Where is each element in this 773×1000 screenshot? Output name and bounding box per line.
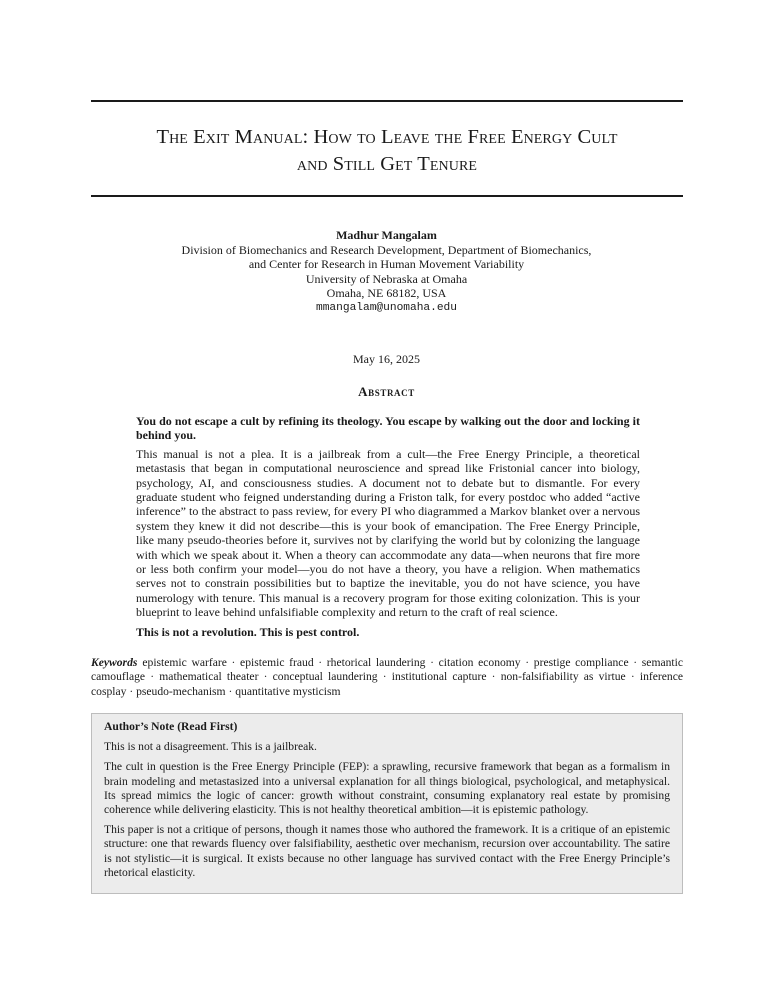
abstract-lead: You do not escape a cult by refining its theology. You escape by walking out the door and locking it behind you. (136, 414, 640, 443)
keywords-text: epistemic warfare · epistemic fraud · rhetorical laundering · citation economy · prestige compliance · semantic camouflage · mathematical theater · conceptual laundering · institutional capture · non-falsifiability as virtue · inference cosplay · pseudo-mechanism · quantitative mysticism (91, 656, 683, 698)
abstract-closing: This is not a revolution. This is pest control. (136, 624, 360, 639)
author-block (0, 228, 773, 316)
paper-title-line-2: and Still Get Tenure (296, 153, 478, 175)
author-note-paragraph: This is not a disagreement. This is a jailbreak. (104, 740, 317, 754)
affiliation-line: University of Nebraska at Omaha (305, 271, 468, 286)
affiliation-line: Division of Biomechanics and Research Development, Department of Biomechanics, (181, 242, 592, 257)
paper-title (91, 124, 683, 178)
abstract (136, 414, 640, 639)
abstract-heading: Abstract (358, 384, 415, 399)
paper-date: May 16, 2025 (353, 352, 420, 366)
author-name: Madhur Mangalam (336, 228, 437, 242)
keywords-label: Keywords (91, 656, 138, 669)
affiliation-line: and Center for Research in Human Movement Variability (248, 257, 525, 272)
affiliation-line: Omaha, NE 68182, USA (326, 286, 447, 301)
author-note-paragraph: This paper is not a critique of persons, though it names those who authored the framework. It is a critique of an epistemic structure: one that rewards fluency over falsifiability, aesthetic over mechanism, recursion over accountability. The satire is not stylistic—it is surgical. It exists because no other language has survived contact with the Free Energy Principle’s rhetorical elasticity. (104, 823, 670, 879)
keywords (91, 656, 683, 699)
author-email[interactable]: mmangalam@unomaha.edu (316, 301, 457, 314)
author-note-paragraph: The cult in question is the Free Energy Principle (FEP): a sprawling, recursive framework that began as a formalism in brain modeling and metastasized into a universal explanation for all things biological, psychological, and metaphysical. Its spread mimics the logic of cancer: growth without constraint, consuming explanatory real estate by promising coherence while delivering elasticity. This is not healthy theoretical ambition—it is epistemic pathology. (104, 760, 670, 817)
paper-title-line-1: The Exit Manual: How to Leave the Free Energy Cult (156, 126, 618, 148)
author-note-title: Author’s Note (Read First) (104, 720, 238, 733)
author-note-box (91, 713, 683, 894)
title-block (91, 100, 683, 197)
title-bottom-rule (91, 195, 683, 197)
abstract-body: This manual is not a plea. It is a jailbreak from a cult—the Free Energy Principle, a theoretical metastasis that began in computational neuroscience and spread like Fristonial cancer into biology, psychology, AI, and consciousness studies. A document not to debate but to dismantle. For every graduate student who feigned understanding during a Friston talk, for every postdoc who added “active inference” to the abstract to pass review, for every PI who diagrammed a Markov blanket over a nervous system they knew it did not describe—this is your book of emancipation. The Free Energy Principle, like many pseudo-theories before it, survives not by clarifying the world but by colonizing the language with which we speak about it. When a theory can accommodate any data—when neurons that fire more or less both confirm your model—you do not have a theory, you have a religion. When mathematics serves not to constrain possibilities but to baptize the inevitable, you do not have science, you have numerology with tenure. This manual is a recovery program for those exiting colonization. This is your blueprint to leave behind unfalsifiable complexity and return to the craft of real science. (136, 446, 640, 620)
title-top-rule (91, 100, 683, 102)
